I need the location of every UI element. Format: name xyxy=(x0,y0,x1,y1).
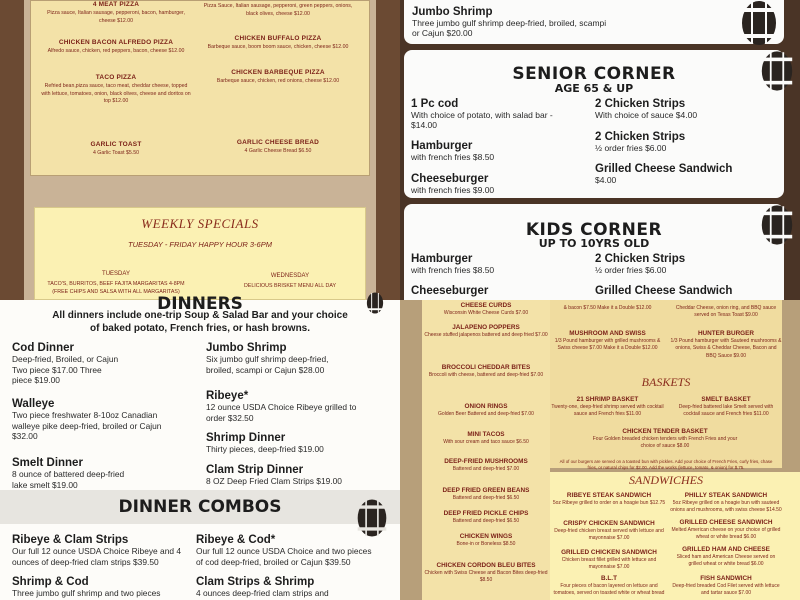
item-desc: Thirty pieces, deep-fried $19.00 xyxy=(206,444,324,454)
item-desc: With choice of potato, with salad bar - $14.00 xyxy=(411,110,553,131)
menu-item xyxy=(41,141,191,158)
item-desc: 1/3 Pound hamburger with grilled mushrooms & Swiss cheese $7.00 Make it a Double $12.00 xyxy=(554,338,661,352)
item-desc: 12 ounce USDA Choice Ribeye grilled to order $32.50 xyxy=(206,402,357,423)
item-desc: 4 ounces deep-fried clam strips and xyxy=(196,588,329,598)
baskets-title: BASKETS xyxy=(641,375,691,389)
item-name: Clam Strips & Shrimp xyxy=(196,576,315,588)
item-name: CHICKEN BUFFALO PIZZA xyxy=(234,35,322,42)
menu-item xyxy=(203,69,353,86)
menu-item xyxy=(203,0,353,18)
menu-item xyxy=(12,534,182,567)
item-desc: Battered and deep-fried $6.50 xyxy=(452,518,520,524)
pizza-panel xyxy=(30,0,370,176)
menu-item xyxy=(422,458,550,473)
item-desc: Three jumbo gulf shrimp and two pieces xyxy=(12,588,161,598)
menu-item xyxy=(595,285,785,297)
senior-title: SENIOR CORNER xyxy=(512,64,676,84)
item-name: Walleye xyxy=(12,398,55,410)
item-name: Grilled Cheese Sandwich xyxy=(595,163,733,175)
item-desc: Four Golden breaded chicken tenders with French Fries and your choice of sauce $8.00 xyxy=(592,436,738,450)
item-name: RIBEYE STEAK SANDWICH xyxy=(566,492,652,499)
item-desc: Refried bean,pizza sauce, taco meat, cheddar cheese, topped with lettuce, tomatoes, onion, black olives, cheese and doritos on top $12.00 xyxy=(41,83,191,105)
menu-item xyxy=(670,492,782,515)
menu-item xyxy=(12,342,192,386)
menu-item xyxy=(41,1,191,25)
item-desc: Deep-fried chicken breast served with lettuce and mayonnaise $7.00 xyxy=(554,528,664,542)
item-desc: Chicken with Swiss Cheese and Bacon Bites deep-fried $8.50 xyxy=(424,570,548,584)
weekly-subtitle: TUESDAY - FRIDAY HAPPY HOUR 3-6PM xyxy=(128,240,272,249)
item-desc: with french fries $8.50 xyxy=(411,265,495,275)
baskets-note xyxy=(555,458,777,472)
menu-item xyxy=(41,74,191,106)
item-desc: Three jumbo gulf shrimp deep-fried, broiled, scampi or Cajun $20.00 xyxy=(412,18,607,39)
item-name xyxy=(203,0,353,1)
item-desc: Chicken breast fillet grilled with lettuce and mayonnaise $7.00 xyxy=(561,557,657,571)
menu-item xyxy=(595,131,775,153)
item-name: PHILLY STEAK SANDWICH xyxy=(684,492,768,499)
baskets-note-text: All of our burgers are served on a toasted bun with pickles. Add your choice of French Fries, curly fries, chase fries, or natural chips for $2.00. Add the works (lettuce, tomato, & onion) for $.75. xyxy=(559,459,773,471)
menu-item xyxy=(411,98,561,130)
item-desc: Barbeque sauce, boom boom sauce, chicken, cheese $12.00 xyxy=(207,44,349,50)
item-desc: Broccoli with cheese, battered and deep-fried $7.00 xyxy=(428,372,544,378)
barrel-icon xyxy=(360,292,390,314)
senior-kids-section xyxy=(400,0,800,300)
item-desc: 4 Garlic Cheese Bread $6.50 xyxy=(244,148,312,154)
menu-item xyxy=(206,342,356,375)
dinners-section xyxy=(0,294,400,600)
menu-item xyxy=(203,139,353,156)
item-name: GRILLED HAM AND CHEESE xyxy=(682,546,770,553)
combos-title: DINNER COMBOS xyxy=(118,497,282,517)
menu-item xyxy=(412,6,612,38)
item-name: GARLIC TOAST xyxy=(90,141,142,148)
item-desc: Cheese stuffed jalapenos battered and deep fried $7.00 xyxy=(424,332,548,338)
item-name: CHICKEN TENDER BASKET xyxy=(622,428,708,435)
item-desc: ½ order fries $6.00 xyxy=(595,265,667,275)
item-desc: Bone-in or Boneless $8.50 xyxy=(456,541,516,547)
item-name: TACO PIZZA xyxy=(95,74,137,81)
appetizer-column xyxy=(422,300,550,600)
menu-item xyxy=(595,98,775,120)
item-name: CRISPY CHICKEN SANDWICH xyxy=(563,520,655,527)
item-desc: Alfredo sauce, chicken, red peppers, bacon, cheese $12.00 xyxy=(47,48,185,54)
menu-item xyxy=(411,140,561,162)
tuesday-special xyxy=(41,270,191,297)
weekly-specials-panel xyxy=(34,207,366,300)
item-name: DEEP-FRIED MUSHROOMS xyxy=(444,458,528,465)
pizza-menu-section xyxy=(0,0,400,300)
tuesday-desc-2: (FREE CHIPS AND SALSA WITH ALL MARGARITAS) xyxy=(52,289,180,296)
item-desc: 5oz Ribeye grilled on a hoagie bun with sauteed onions and mushrooms, with swiss cheese $14.50 xyxy=(670,500,782,514)
item-name: Smelt Dinner xyxy=(12,457,83,469)
sandwiches-title: SANDWICHES xyxy=(629,473,703,487)
item-desc: Our full 12 ounce USDA Choice and two pieces of cod deep-fried, broiled or Cajun $39.50 xyxy=(196,546,372,567)
menu-item xyxy=(206,432,366,455)
item-name: Cheeseburger xyxy=(411,173,489,185)
item-name: FISH SANDWICH xyxy=(700,575,752,582)
item-name: SMELT BASKET xyxy=(701,396,751,403)
item-desc: Battered and deep-fried $6.50 xyxy=(452,495,520,501)
senior-corner-card xyxy=(404,50,784,198)
item-name: Ribeye* xyxy=(206,390,249,402)
menu-item xyxy=(422,324,550,339)
item-name: DEEP FRIED PICKLE CHIPS xyxy=(443,510,529,517)
item-name: 1 Pc cod xyxy=(411,98,459,110)
item-desc: Deep-fried battered lake Smelt served with cocktail sauce and French fries $11.00 xyxy=(678,404,774,418)
item-name: Jumbo Shrimp xyxy=(206,342,287,354)
kids-title: KIDS CORNER xyxy=(525,220,663,240)
menu-item xyxy=(550,520,668,543)
item-desc: Barbeque sauce, chicken, red onions, cheese $12.00 xyxy=(216,78,340,84)
item-name: B.L.T xyxy=(601,575,617,582)
barrel-icon xyxy=(760,50,794,92)
item-desc: ½ order fries $6.00 xyxy=(595,143,667,153)
item-desc: Four pieces of bacon layered on lettuce and tomatoes, served on toasted white or wheat bread xyxy=(553,583,665,597)
item-desc: Cheddar Cheese, onion ring, and BBQ sauce served on Texas Toast $9.00 xyxy=(675,305,777,319)
dinners-title: DINNERS xyxy=(157,294,243,314)
item-desc: with french fries $9.00 xyxy=(411,185,495,195)
item-name: JALAPENO POPPERS xyxy=(452,324,520,331)
item-desc: with french fries $8.50 xyxy=(411,152,495,162)
menu-item xyxy=(422,487,550,502)
item-desc: Golden Beer Battered and deep-fried $7.00 xyxy=(438,411,534,417)
dinners-intro: All dinners include one-trip Soup & Salad Bar and your choice of baked potato, French fries, or hash browns. xyxy=(52,310,348,334)
item-desc: Pizza Sauce, Italian sausage, pepperoni, green peppers, onions, black olives, cheese $12.00 xyxy=(203,3,353,17)
menu-item xyxy=(41,39,191,56)
menu-item xyxy=(12,398,172,442)
item-desc: With sour cream and taco sauce $6.50 xyxy=(443,439,529,445)
wednesday-desc: DELICIOUS BRISKET MENU ALL DAY xyxy=(243,282,337,289)
menu-item xyxy=(550,330,665,353)
menu-item xyxy=(670,330,782,360)
item-name: 2 Chicken Strips xyxy=(595,98,686,110)
jumbo-card xyxy=(404,0,784,44)
menu-item xyxy=(670,575,782,598)
item-desc: $4.00 xyxy=(595,175,617,185)
item-name: Ribeye & Cod* xyxy=(196,534,276,546)
item-desc: 8 ounce of battered deep-fried lake smelt $19.00 xyxy=(12,469,125,490)
menu-item xyxy=(550,492,668,507)
item-desc: Our full 12 ounce USDA Choice Ribeye and 4 ounces of deep-fried clam strips $39.50 xyxy=(12,546,181,567)
menu-item xyxy=(206,464,376,487)
item-name: MINI TACOS xyxy=(467,431,505,438)
menu-item xyxy=(670,304,782,320)
menu-item xyxy=(206,390,366,423)
item-desc: 8 OZ Deep Fried Clam Strips $19.00 xyxy=(206,476,342,486)
item-desc: Wisconsin White Cheese Curds $7.00 xyxy=(443,310,529,316)
item-name: Hamburger xyxy=(411,140,473,152)
menu-item xyxy=(550,396,665,419)
menu-item xyxy=(422,562,550,585)
item-name: Cod Dinner xyxy=(12,342,74,354)
menu-item xyxy=(595,163,780,185)
item-name: Grilled Cheese Sandwich xyxy=(595,285,733,297)
item-name: Shrimp Dinner xyxy=(206,432,286,444)
item-name: Jumbo Shrimp xyxy=(412,6,493,18)
menu-item xyxy=(550,575,668,598)
menu-item xyxy=(422,403,550,418)
item-name: BROCCOLI CHEDDAR BITES xyxy=(441,364,531,371)
item-name: MUSHROOM AND SWISS xyxy=(569,330,646,337)
item-name: Ribeye & Clam Strips xyxy=(12,534,129,546)
menu-item xyxy=(590,428,740,451)
item-name: CHICKEN CORDON BLEU BITES xyxy=(436,562,536,569)
tuesday-label: TUESDAY xyxy=(102,271,130,277)
menu-item xyxy=(670,519,782,542)
item-name: CHEESE CURDS xyxy=(460,302,512,309)
item-name: GRILLED CHEESE SANDWICH xyxy=(679,519,773,526)
item-desc: 5oz Ribeye grilled to order on a hoagie bun $12.75 xyxy=(552,500,666,506)
item-name: CHICKEN WINGS xyxy=(459,533,513,540)
tuesday-desc: TACO'S, BURRITOS, BEEF FAJITA MARGARITAS 4-8PM xyxy=(47,280,185,287)
menu-item xyxy=(411,173,561,195)
item-name: 2 Chicken Strips xyxy=(595,253,686,265)
item-name: Shrimp & Cod xyxy=(12,576,89,588)
item-desc: 1/3 Pound hamburger with Sauteed mushrooms & onions, Swiss & Cheddar Cheese, Bacon and BBQ Sauce $9.00 xyxy=(670,338,782,359)
item-desc: Deep-fried, Broiled, or Cajun Two piece $17.00 Three piece $19.00 xyxy=(12,354,119,385)
item-desc: Sliced ham and American Cheese served on grilled wheat or white bread $6.00 xyxy=(676,554,776,568)
item-name: Hamburger xyxy=(411,253,473,265)
item-name: CHICKEN BACON ALFREDO PIZZA xyxy=(58,39,174,46)
item-desc: With choice of sauce $4.00 xyxy=(595,110,698,120)
item-name: HUNTER BURGER xyxy=(697,330,755,337)
menu-item xyxy=(411,285,561,297)
item-name: GARLIC CHEESE BREAD xyxy=(236,139,320,146)
menu-item xyxy=(670,546,782,569)
item-desc: Melted American cheese on your choice of grilled wheat or white bread $6.00 xyxy=(671,527,781,541)
menu-item xyxy=(203,35,353,52)
menu-item xyxy=(422,431,550,446)
barrel-icon xyxy=(740,0,778,46)
item-name: CHICKEN BARBEQUE PIZZA xyxy=(231,69,325,76)
menu-item xyxy=(196,576,376,599)
item-desc: Battered and deep-fried $7.00 xyxy=(452,466,520,472)
item-desc: Two piece freshwater 8-10oz Canadian walleye pike deep-fried, broiled or Cajun $32.00 xyxy=(12,410,162,441)
kids-subtitle: UP TO 10YRS OLD xyxy=(538,237,650,250)
menu-item xyxy=(670,396,782,419)
item-desc: Twenty-one, deep-fried shrimp served with cocktail sauce and French fries $11.00 xyxy=(551,404,664,418)
menu-item xyxy=(196,534,376,567)
item-name: 4 MEAT PIZZA xyxy=(92,1,140,8)
item-name: DEEP FRIED GREEN BEANS xyxy=(442,487,530,494)
menu-item xyxy=(550,549,668,572)
menu-item xyxy=(550,304,665,312)
wednesday-special xyxy=(215,272,365,290)
item-desc: Six jumbo gulf shrimp deep-fried, broiled, scampi or Cajun $28.00 xyxy=(206,354,329,375)
menu-item xyxy=(422,364,550,379)
item-desc: Deep-fried breaded Cod Filet served with lettuce and tartar sauce $7.00 xyxy=(672,583,780,597)
wednesday-label: WEDNESDAY xyxy=(270,273,310,279)
menu-item xyxy=(411,253,561,275)
item-name: ONION RINGS xyxy=(464,403,508,410)
kids-corner-card xyxy=(404,204,784,300)
menu-item xyxy=(422,510,550,525)
menu-item xyxy=(12,576,182,599)
senior-subtitle: AGE 65 & UP xyxy=(554,82,634,95)
weekly-title: WEEKLY SPECIALS xyxy=(141,216,259,231)
item-desc: & bacon $7.50 Make it a Double $12.00 xyxy=(563,305,652,311)
item-name: Clam Strip Dinner xyxy=(206,464,304,476)
item-name: Cheeseburger xyxy=(411,285,489,297)
menu-item xyxy=(12,457,132,490)
item-desc: 4 Garlic Toast $5.50 xyxy=(92,150,140,156)
item-desc: Pizza sauce, Italian sausage, pepperoni, bacon, hamburger, cheese $12.00 xyxy=(47,10,185,24)
barrel-icon xyxy=(356,498,388,538)
item-name: 21 SHRIMP BASKET xyxy=(576,396,639,403)
item-name: 2 Chicken Strips xyxy=(595,131,686,143)
menu-item xyxy=(422,533,550,548)
appetizers-section xyxy=(400,300,800,600)
item-name: GRILLED CHICKEN SANDWICH xyxy=(561,549,657,556)
menu-item xyxy=(422,302,550,317)
menu-item xyxy=(595,253,775,275)
barrel-icon xyxy=(760,204,794,246)
